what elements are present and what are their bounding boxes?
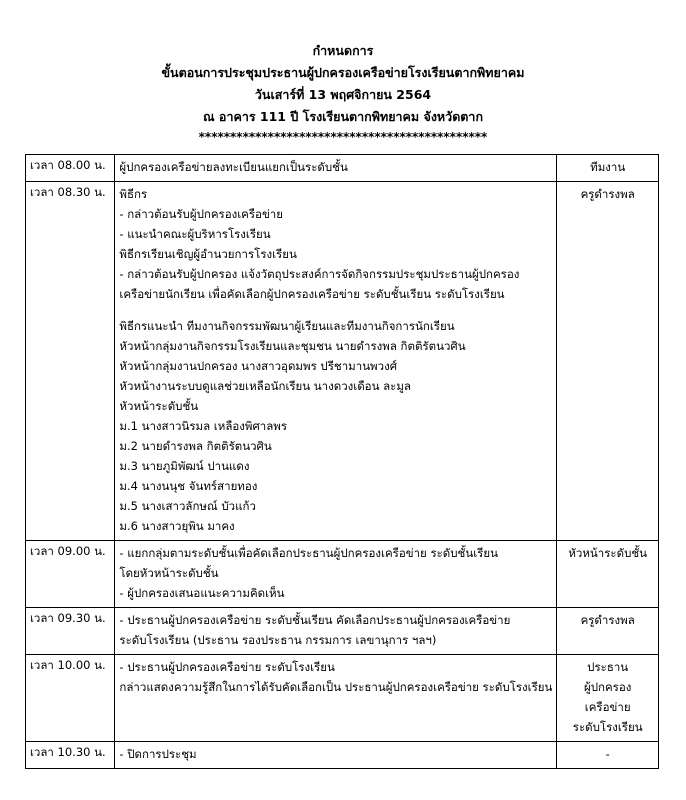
schedule-time: เวลา 08.30 น. <box>26 182 115 541</box>
description-line: - ประธานผู้ปกครองเครือข่าย ระดับโรงเรียน <box>119 660 335 674</box>
description-line: หัวหน้ากลุ่มงานปกครอง นางสาวอุดมพร ปรีชามานพวงศ์ <box>119 359 398 373</box>
schedule-responsible <box>557 155 659 182</box>
description-line: ม.5 นางเสาวลักษณ์ บัวแก้ว <box>119 499 256 513</box>
schedule-time: เวลา 09.00 น. <box>26 541 115 608</box>
schedule-row <box>26 182 659 541</box>
schedule-responsible <box>557 541 659 608</box>
schedule-description <box>115 608 557 655</box>
description-line: ม.4 นางนนุช จันทร์สายทอง <box>119 479 258 493</box>
schedule-row <box>26 155 659 182</box>
schedule-row <box>26 541 659 608</box>
schedule-description <box>115 182 557 541</box>
description-line: เครือข่ายนักเรียน เพื่อคัดเลือกผู้ปกครองเครือข่าย ระดับชั้นเรียน ระดับโรงเรียน <box>119 287 505 301</box>
description-line: หัวหน้าระดับชั้น <box>119 399 199 413</box>
schedule-time: เวลา 09.30 น. <box>26 608 115 655</box>
responsible-line: ครูดำรงพล <box>580 613 635 627</box>
document-header <box>0 40 686 144</box>
description-line: ระดับโรงเรียน (ประธาน รองประธาน กรรมการ เลขานุการ ฯลฯ) <box>119 633 437 647</box>
schedule-row <box>26 608 659 655</box>
schedule-table <box>25 154 659 769</box>
schedule-responsible <box>557 608 659 655</box>
description-line: - กล่าวต้อนรับผู้ปกครอง แจ้งวัตถุประสงค์การจัดกิจกรรมประชุมประธานผู้ปกครอง <box>119 267 520 281</box>
responsible-line: ระดับโรงเรียน <box>572 720 643 734</box>
description-line: - ประธานผู้ปกครองเครือข่าย ระดับชั้นเรียน คัดเลือกประธานผู้ปกครองเครือข่าย <box>119 613 511 627</box>
header-subject: ขั้นตอนการประชุมประธานผู้ปกครองเครือข่ายโรงเรียนตากพิทยาคม <box>161 65 525 80</box>
schedule-row <box>26 742 659 769</box>
description-line: กล่าวแสดงความรู้สึกในการได้รับคัดเลือกเป็น ประธานผู้ปกครองเครือข่าย ระดับโรงเรียน <box>119 680 553 694</box>
responsible-line: ประธาน <box>587 660 629 674</box>
description-line: ม.1 นางสาวนิรมล เหลืองพิศาลพร <box>119 419 288 433</box>
description-line: ม.2 นายดำรงพล กิตติรัตนวศิน <box>119 439 272 453</box>
description-spacer <box>119 304 552 316</box>
responsible-line: - <box>605 747 610 761</box>
schedule-row <box>26 655 659 742</box>
description-line: - แนะนำคณะผู้บริหารโรงเรียน <box>119 227 271 241</box>
description-line: หัวหน้างานระบบดูแลช่วยเหลือนักเรียน นางดวงเดือน ละมูล <box>119 379 411 393</box>
header-divider: ********************************************** <box>198 130 488 144</box>
description-line: พิธีกรเรียนเชิญผู้อำนวยการโรงเรียน <box>119 247 297 261</box>
description-line: ม.3 นายภูมิพัฒน์ ปานแดง <box>119 459 250 473</box>
responsible-line: ครูดำรงพล <box>580 187 635 201</box>
schedule-time: เวลา 10.30 น. <box>26 742 115 769</box>
schedule-responsible <box>557 742 659 769</box>
description-line: - ผู้ปกครองเสนอแนะความคิดเห็น <box>119 586 285 600</box>
header-venue: ณ อาคาร 111 ปี โรงเรียนตากพิทยาคม จังหวัดตาก <box>202 109 484 124</box>
description-line: พิธีกรแนะนำ ทีมงานกิจกรรมพัฒนาผู้เรียนและทีมงานกิจการนักเรียน <box>119 319 455 333</box>
schedule-responsible <box>557 655 659 742</box>
description-line: พิธีกร <box>119 187 148 201</box>
header-date: วันเสาร์ที่ 13 พฤศจิกายน 2564 <box>254 87 432 102</box>
description-line: - แยกกลุ่มตามระดับชั้นเพื่อคัดเลือกประธานผู้ปกครองเครือข่าย ระดับชั้นเรียน <box>119 546 498 560</box>
responsible-line: ผู้ปกครอง <box>583 680 632 694</box>
schedule-responsible <box>557 182 659 541</box>
schedule-description <box>115 541 557 608</box>
description-line: - กล่าวต้อนรับผู้ปกครองเครือข่าย <box>119 207 284 221</box>
description-line: ผู้ปกครองเครือข่ายลงทะเบียนแยกเป็นระดับชั้น <box>119 160 348 174</box>
description-line: - ปิดการประชุม <box>119 747 197 761</box>
description-line: โดยหัวหน้าระดับชั้น <box>119 566 219 580</box>
schedule-time: เวลา 08.00 น. <box>26 155 115 182</box>
schedule-description <box>115 155 557 182</box>
schedule-description <box>115 742 557 769</box>
schedule-description <box>115 655 557 742</box>
header-title: กำหนดการ <box>312 43 374 58</box>
description-line: หัวหน้ากลุ่มงานกิจกรรมโรงเรียนและชุมชน นายดำรงพล กิตติรัตนวศิน <box>119 339 466 353</box>
responsible-line: ทีมงาน <box>590 160 626 174</box>
description-line: ม.6 นางสาวยุพิน มาคง <box>119 519 235 533</box>
schedule-time: เวลา 10.00 น. <box>26 655 115 742</box>
responsible-line: หัวหน้าระดับชั้น <box>568 546 648 560</box>
responsible-line: เครือข่าย <box>584 700 631 714</box>
